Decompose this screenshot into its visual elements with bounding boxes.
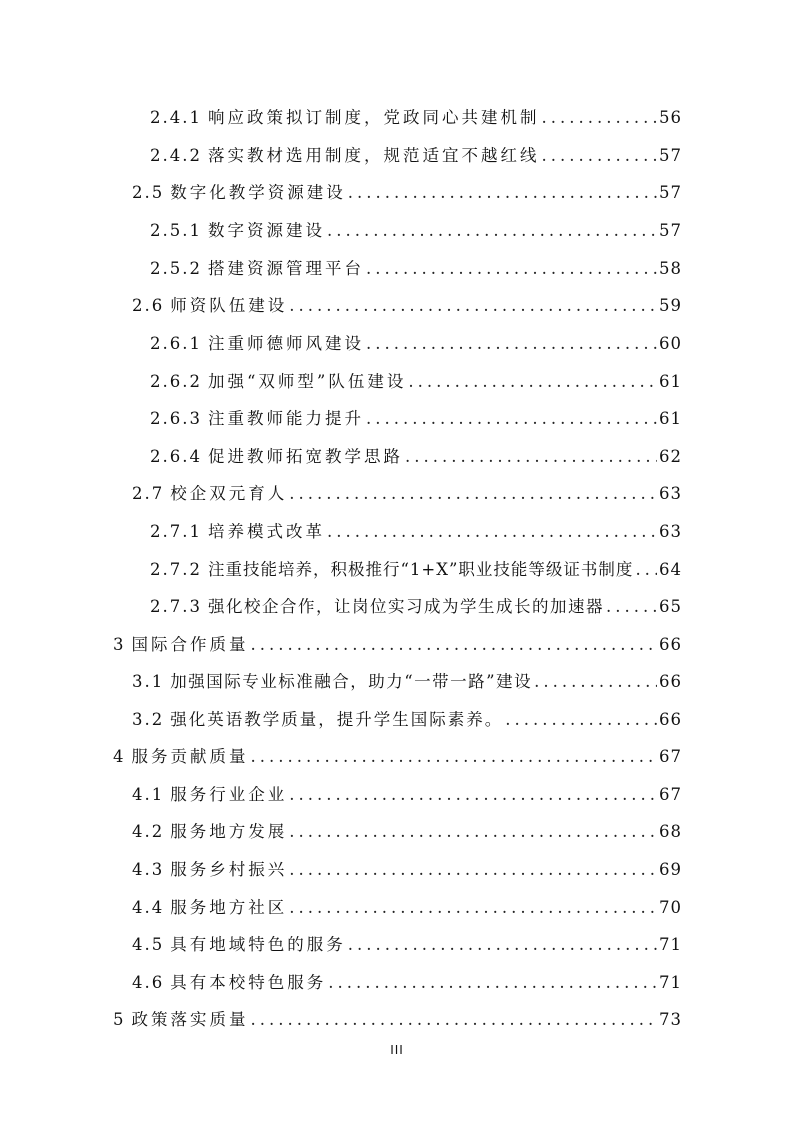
toc-entry-page: 69 — [659, 860, 682, 879]
toc-entry-title: 强化英语教学质量，提升学生国际素养。 — [170, 710, 504, 729]
toc-entry-title: 加强国际专业标准融合，助力“一带一路”建设 — [170, 672, 533, 691]
toc-entry-page: 58 — [659, 259, 682, 278]
toc-dot-leader — [541, 145, 657, 167]
toc-entry[interactable] — [132, 291, 682, 317]
toc-entry-title: 注重教师能力提升 — [207, 409, 364, 428]
toc-entry-number: 2.6.1 — [150, 334, 202, 353]
toc-dot-leader — [289, 897, 657, 919]
toc-entry-page: 67 — [659, 747, 682, 766]
toc-entry-page: 71 — [659, 935, 682, 954]
toc-entry-number: 2.7.3 — [150, 597, 202, 616]
toc-entry-number: 2.4.2 — [150, 146, 202, 165]
toc-dot-leader — [366, 258, 657, 280]
toc-entry[interactable] — [132, 780, 682, 806]
toc-entry-page: 60 — [659, 334, 682, 353]
toc-entry-number: 4.2 — [132, 822, 165, 841]
toc-entry[interactable] — [150, 216, 682, 242]
toc-dot-leader — [327, 521, 657, 543]
toc-entry-number: 2.5.2 — [150, 259, 202, 278]
toc-entry-page: 68 — [659, 822, 682, 841]
toc-entry-number: 4.1 — [132, 785, 165, 804]
toc-entry[interactable] — [132, 667, 682, 693]
toc-entry-page: 59 — [659, 296, 682, 315]
toc-entry-title: 政策落实质量 — [131, 1010, 249, 1029]
toc-entry-title: 师资队伍建设 — [170, 296, 288, 315]
toc-dot-leader — [606, 596, 657, 618]
toc-entry[interactable] — [132, 930, 682, 956]
toc-entry-page: 61 — [659, 409, 682, 428]
toc-entry[interactable] — [132, 817, 682, 843]
toc-entry-number: 5 — [113, 1010, 126, 1029]
toc-entry-title: 促进教师拓宽教学思路 — [207, 447, 403, 466]
toc-entry-page: 65 — [659, 597, 682, 616]
toc-entry-title: 加强“双师型”队伍建设 — [207, 372, 407, 391]
toc-entry-page: 66 — [659, 710, 682, 729]
toc-entry-number: 3.1 — [132, 672, 165, 691]
toc-entry-page: 62 — [659, 447, 682, 466]
toc-entry-page: 73 — [659, 1010, 682, 1029]
toc-entry-page: 71 — [659, 973, 682, 992]
toc-dot-leader — [327, 220, 657, 242]
toc-dot-leader — [251, 746, 658, 768]
toc-entry-title: 国际合作质量 — [131, 635, 249, 654]
toc-dot-leader — [289, 784, 657, 806]
toc-entry-page: 63 — [659, 522, 682, 541]
toc-entry[interactable] — [150, 592, 682, 618]
toc-dot-leader — [328, 972, 657, 994]
toc-entry-number: 2.7 — [132, 484, 165, 503]
toc-entry-title: 服务乡村振兴 — [170, 860, 288, 879]
toc-entry-number: 4.4 — [132, 898, 165, 917]
toc-dot-leader — [505, 709, 657, 731]
toc-dot-leader — [366, 333, 657, 355]
toc-entry[interactable] — [150, 404, 682, 430]
toc-entry[interactable] — [150, 555, 682, 581]
toc-entry[interactable] — [132, 893, 682, 919]
toc-entry-page: 61 — [659, 372, 682, 391]
toc-entry-number: 4.6 — [132, 973, 165, 992]
toc-entry-title: 校企双元育人 — [170, 484, 288, 503]
page-number-footer: III — [390, 1043, 404, 1057]
toc-entry[interactable] — [113, 1005, 682, 1031]
toc-entry-title: 注重师德师风建设 — [207, 334, 364, 353]
toc-entry[interactable] — [132, 178, 682, 204]
toc-entry-title: 响应政策拟订制度，党政同心共建机制 — [207, 108, 540, 127]
toc-entry-page: 56 — [659, 108, 682, 127]
toc-entry-title: 落实教材选用制度，规范适宜不越红线 — [207, 146, 540, 165]
toc-entry[interactable] — [150, 254, 682, 280]
toc-entry-title: 服务地方社区 — [170, 898, 288, 917]
toc-dot-leader — [635, 559, 657, 581]
toc-entry-number: 2.6.4 — [150, 447, 202, 466]
toc-dot-leader — [534, 671, 657, 693]
toc-entry-title: 搭建资源管理平台 — [207, 259, 364, 278]
toc-dot-leader — [541, 107, 657, 129]
toc-entry[interactable] — [132, 705, 682, 731]
toc-entry[interactable] — [150, 517, 682, 543]
toc-dot-leader — [289, 295, 657, 317]
toc-entry-page: 66 — [659, 672, 682, 691]
toc-entry[interactable] — [132, 479, 682, 505]
toc-entry-number: 4 — [113, 747, 126, 766]
toc-entry-number: 2.6 — [132, 296, 165, 315]
toc-entry-number: 2.7.1 — [150, 522, 202, 541]
toc-entry-title: 服务地方发展 — [170, 822, 288, 841]
toc-dot-leader — [366, 408, 657, 430]
toc-entry-page: 67 — [659, 785, 682, 804]
toc-entry-page: 57 — [659, 146, 682, 165]
toc-entry-title: 具有本校特色服务 — [170, 973, 327, 992]
toc-entry[interactable] — [132, 855, 682, 881]
toc-entry[interactable] — [132, 968, 682, 994]
toc-dot-leader — [405, 446, 657, 468]
toc-entry-title: 数字资源建设 — [207, 221, 325, 240]
toc-entry[interactable] — [113, 742, 682, 768]
toc-dot-leader — [289, 859, 657, 881]
toc-entry-page: 64 — [659, 560, 682, 579]
toc-entry-number: 2.5.1 — [150, 221, 202, 240]
toc-entry[interactable] — [150, 367, 682, 393]
toc-dot-leader — [289, 821, 657, 843]
toc-dot-leader — [408, 371, 657, 393]
toc-entry-page: 66 — [659, 635, 682, 654]
toc-entry-number: 2.6.3 — [150, 409, 202, 428]
toc-entry[interactable] — [150, 442, 682, 468]
toc-entry-title: 强化校企合作，让岗位实习成为学生成长的加速器 — [207, 597, 604, 616]
toc-dot-leader — [251, 1009, 658, 1031]
toc-dot-leader — [251, 634, 658, 656]
toc-entry-title: 具有地域特色的服务 — [170, 935, 346, 954]
toc-entry-title: 培养模式改革 — [207, 522, 325, 541]
toc-entry-page: 57 — [659, 221, 682, 240]
toc-entry[interactable] — [150, 103, 682, 129]
toc-entry[interactable] — [150, 329, 682, 355]
toc-entry-title: 服务行业企业 — [170, 785, 288, 804]
toc-entry-page: 57 — [659, 183, 682, 202]
toc-entry-number: 4.5 — [132, 935, 165, 954]
toc-entry-title: 服务贡献质量 — [131, 747, 249, 766]
toc-entry-number: 2.5 — [132, 183, 165, 202]
toc-dot-leader — [348, 934, 657, 956]
toc-entry-title: 注重技能培养，积极推行“1+X”职业技能等级证书制度 — [207, 560, 634, 579]
toc-entry-page: 70 — [659, 898, 682, 917]
toc-entry-title: 数字化教学资源建设 — [170, 183, 346, 202]
toc-entry-number: 2.7.2 — [150, 560, 202, 579]
toc-entry-number: 3 — [113, 635, 126, 654]
toc-entry-number: 2.6.2 — [150, 372, 202, 391]
toc-entry-number: 2.4.1 — [150, 108, 202, 127]
toc-dot-leader — [348, 182, 657, 204]
toc-entry-number: 3.2 — [132, 710, 165, 729]
toc-entry[interactable] — [150, 141, 682, 167]
toc-entry-number: 4.3 — [132, 860, 165, 879]
toc-entry-page: 63 — [659, 484, 682, 503]
toc-dot-leader — [289, 483, 657, 505]
toc-entry[interactable] — [113, 630, 682, 656]
